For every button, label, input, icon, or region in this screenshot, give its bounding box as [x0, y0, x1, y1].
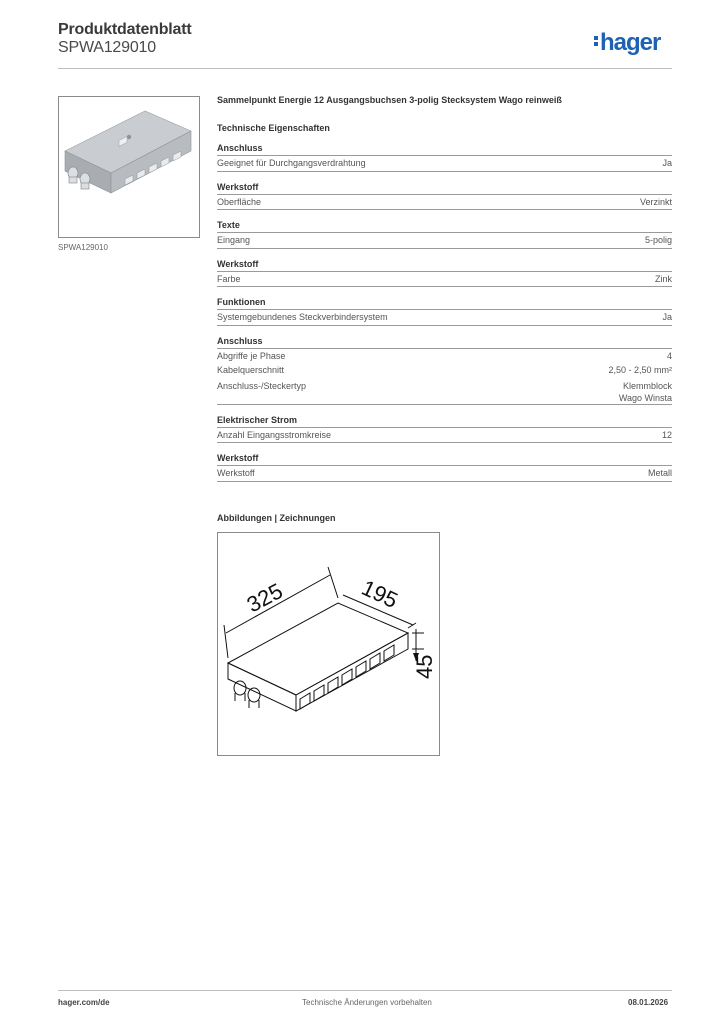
hager-logo [594, 29, 660, 57]
product-description: Sammelpunkt Energie 12 Ausgangsbuchsen 3-polig Stecksystem Wago reinweiß [217, 95, 562, 105]
spec-label: Abgriffe je Phase [217, 350, 286, 361]
drawings-section-title: Abbildungen | Zeichnungen [217, 513, 336, 523]
spec-label: Systemgebundenes Steckverbindersystem [217, 312, 388, 322]
spec-value: Zink [654, 273, 672, 284]
spec-value: Klemmblock [622, 380, 672, 391]
spec-label: Oberfläche [217, 196, 262, 207]
spec-group [217, 143, 672, 172]
spec-group-title: Elektrischer Strom [217, 415, 672, 428]
spec-row [217, 349, 672, 364]
footer-website-link[interactable]: hager.com/de [58, 998, 110, 1007]
spec-group [217, 220, 672, 249]
dimension-drawing-icon [218, 533, 439, 755]
spec-group-title: Werkstoff [217, 182, 672, 195]
spec-group-title: Anschluss [217, 143, 672, 156]
spec-label: Anzahl Eingangsstromkreise [217, 429, 332, 440]
technical-drawing [217, 532, 440, 756]
product-image [58, 96, 200, 238]
page-title: Produktdatenblatt [58, 21, 192, 38]
spec-row [217, 310, 672, 326]
spec-value: Metall [647, 468, 672, 478]
spec-value: 2,50 - 2,50 mm² [608, 365, 672, 375]
spec-row [217, 466, 672, 482]
spec-row [217, 233, 672, 249]
spec-value: Wago Winsta [618, 392, 672, 403]
dimension-width-label: 195 [357, 574, 402, 614]
footer-date: 08.01.2026 [628, 998, 669, 1007]
spec-group-title: Anschluss [217, 336, 672, 349]
product-number: SPWA129010 [58, 39, 156, 56]
spec-row [217, 156, 672, 172]
spec-label: Kabelquerschnitt [217, 365, 285, 375]
spec-group [217, 415, 672, 444]
spec-group-title: Texte [217, 220, 672, 233]
header-divider [58, 68, 672, 69]
spec-value-multiline [619, 380, 672, 404]
spec-group-title: Werkstoff [217, 453, 672, 466]
spec-value: Ja [662, 312, 672, 322]
product-photo-icon [59, 97, 199, 237]
spec-label: Geeignet für Durchgangsverdrahtung [217, 158, 366, 168]
footer-disclaimer: Technische Änderungen vorbehalten [302, 998, 432, 1007]
spec-value: Verzinkt [639, 196, 672, 207]
section-title-technical: Technische Eigenschaften [217, 123, 330, 133]
spec-label: Farbe [217, 273, 241, 284]
spec-group-title: Funktionen [217, 297, 672, 310]
spec-area [217, 95, 672, 492]
product-image-caption: SPWA129010 [58, 243, 108, 252]
spec-group [217, 297, 672, 326]
spec-group-title: Werkstoff [217, 259, 672, 272]
spec-row [217, 363, 672, 378]
spec-label: Eingang [217, 235, 251, 245]
spec-group [217, 182, 672, 211]
spec-value: 12 [661, 429, 672, 440]
logo-text: hager [600, 29, 661, 56]
spec-value: 4 [666, 350, 672, 361]
spec-row [217, 378, 672, 405]
spec-value: Ja [662, 158, 672, 168]
spec-value: 5-polig [644, 235, 672, 245]
dimension-length-label: 325 [242, 578, 287, 618]
spec-row [217, 272, 672, 288]
logo-dots-icon [594, 34, 598, 48]
dimension-height-label: 45 [412, 654, 437, 679]
spec-group [217, 453, 672, 482]
spec-group [217, 336, 672, 405]
spec-group [217, 259, 672, 288]
spec-label: Werkstoff [217, 468, 255, 478]
spec-label: Anschluss-/Steckertyp [217, 380, 307, 391]
footer-divider [58, 990, 672, 991]
spec-row [217, 428, 672, 444]
spec-row [217, 195, 672, 211]
